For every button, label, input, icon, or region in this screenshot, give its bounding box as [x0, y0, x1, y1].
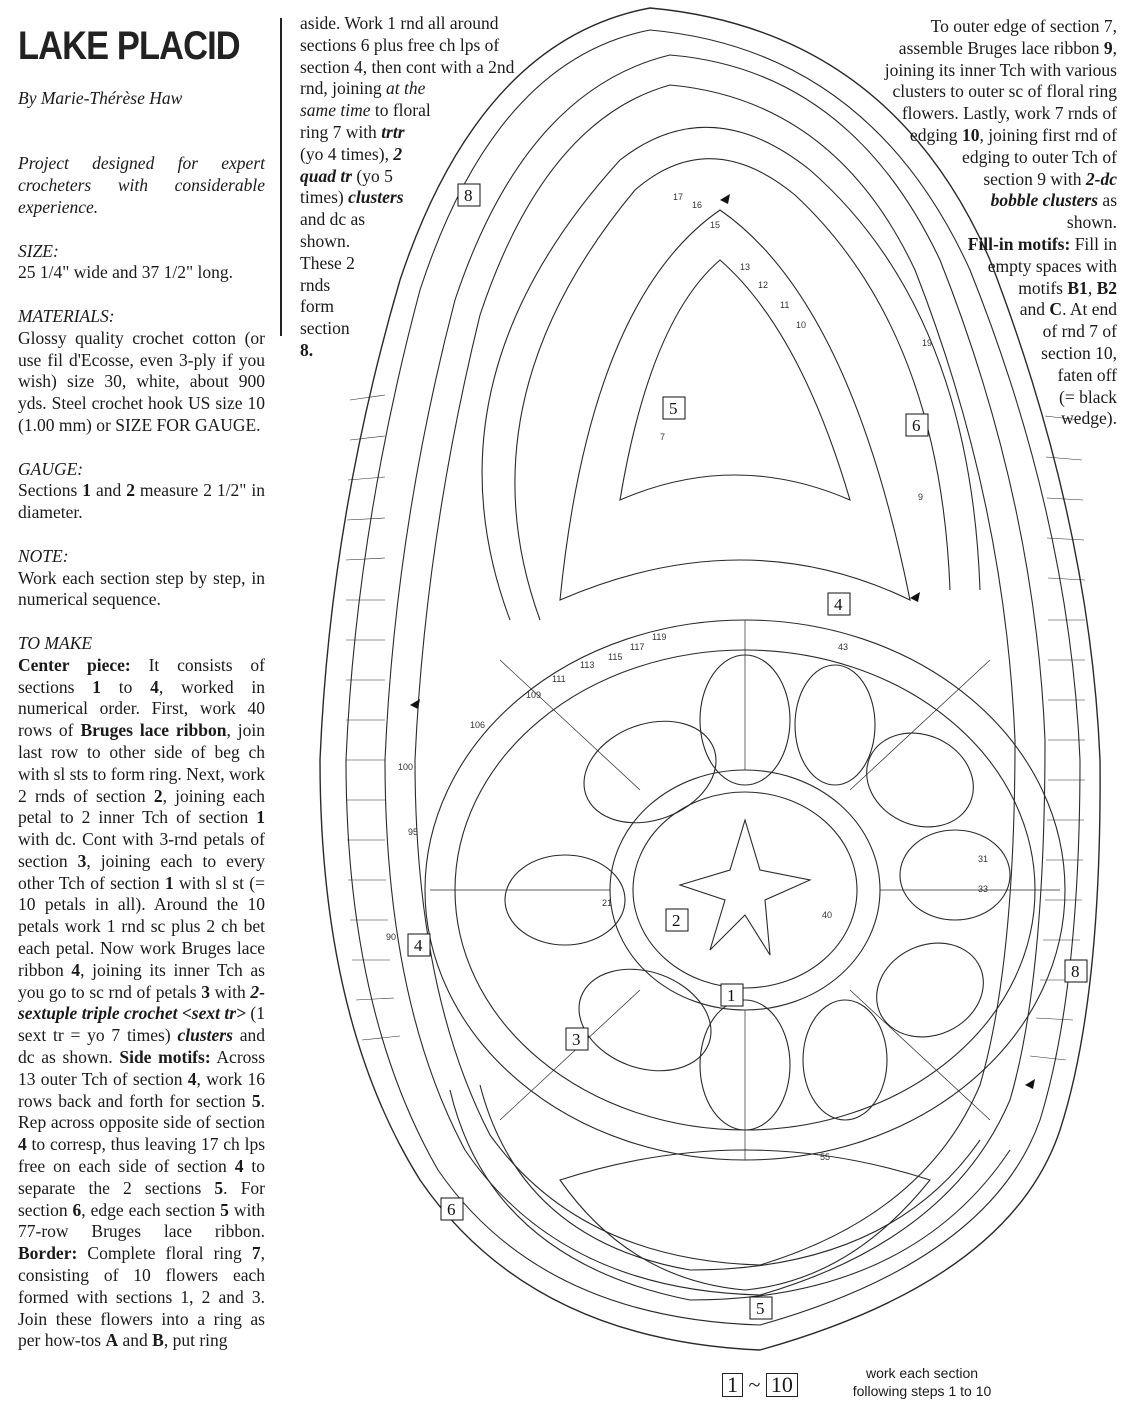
label-section-1: 1: [727, 986, 736, 1005]
petal: [851, 716, 989, 844]
author-byline: By Marie-Thérèse Haw: [18, 88, 183, 108]
petal: [565, 952, 726, 1089]
row-number: 10: [796, 320, 807, 330]
petal: [861, 926, 999, 1054]
text-line: rnd, joining at the: [300, 78, 426, 99]
materials-text: Glossy quality crochet cotton (or use fil d'Ecosse, even 3-ply if you wish) size 30, white, about 900 yds. Steel crochet hook US size 10 (1.00 mm) or SIZE FOR GAUGE.: [18, 327, 265, 435]
label-section-8: 8: [464, 186, 473, 205]
text-line: section 4, then cont with a 2nd: [300, 56, 515, 77]
text-line: joining its inner Tch with various: [884, 59, 1117, 80]
text-line: wedge).: [1061, 408, 1117, 429]
text-line: These 2: [300, 252, 355, 273]
section-6-lower-inner: [480, 1085, 980, 1270]
petal: [900, 830, 1010, 920]
note-text: Work each section step by step, in numerical sequence.: [18, 567, 265, 610]
legend-end-box: 10: [766, 1373, 798, 1397]
text-line: section 10,: [1041, 342, 1117, 363]
instructions-right-column: [787, 16, 1117, 430]
row-number: 43: [838, 642, 849, 652]
label-section-2: 2: [672, 911, 681, 930]
text-line: faten off: [1057, 364, 1117, 385]
text-line: shown.: [300, 230, 351, 251]
text-line: quad tr (yo 5: [300, 165, 393, 186]
step-legend: [722, 1372, 798, 1398]
page-title: LAKE PLACID: [18, 24, 240, 68]
row-number: 113: [580, 660, 595, 670]
legend-tilde: ~: [748, 1372, 761, 1397]
instructions-middle-column: [300, 13, 532, 362]
label-section-6-lower: 6: [447, 1200, 456, 1219]
text-line: assemble Bruges lace ribbon 9,: [898, 37, 1117, 58]
text-line: section: [300, 318, 350, 339]
label-section-4: 4: [834, 595, 843, 614]
row-number: 7: [660, 432, 666, 442]
gauge-text: Sections 1 and 2 measure 2 1/2" in diameter.: [18, 480, 265, 523]
text-line: times) clusters: [300, 187, 404, 208]
row-number: 16: [692, 200, 703, 210]
section-1-outer: [610, 770, 880, 1010]
text-line: 8.: [300, 339, 314, 360]
petal: [795, 665, 875, 785]
text-line: (yo 4 times), 2: [300, 143, 403, 164]
text-line: clusters to outer sc of floral ring: [892, 81, 1117, 102]
size-heading: SIZE:: [18, 240, 59, 261]
row-number: 119: [652, 632, 667, 642]
spoke: [500, 990, 640, 1120]
row-number: 31: [978, 854, 989, 864]
text-line: To outer edge of section 7,: [930, 16, 1117, 36]
text-line: empty spaces with: [987, 255, 1117, 276]
text-line: flowers. Lastly, work 7 rnds of: [901, 103, 1117, 124]
text-line: edging to outer Tch of: [962, 146, 1117, 167]
spoke: [850, 990, 990, 1120]
row-number: 95: [408, 827, 419, 837]
label-section-3: 3: [572, 1030, 581, 1049]
row-number: 15: [710, 220, 721, 230]
text-line: and dc as: [300, 209, 366, 230]
row-number: 9: [918, 492, 924, 502]
text-line: (= black: [1059, 386, 1117, 407]
size-text: 25 1/4" wide and 37 1/2" long.: [18, 262, 234, 283]
fasten-off-wedge: [720, 194, 730, 204]
text-line: edging 10, joining first rnd of: [909, 124, 1117, 145]
legend-start-box: 1: [722, 1373, 743, 1397]
row-number: 111: [552, 674, 566, 684]
fasten-off-wedge: [1025, 1079, 1035, 1089]
row-number: 13: [740, 262, 751, 272]
legend-note: work each section following steps 1 to 10: [852, 1365, 992, 1399]
label-section-5: 5: [669, 399, 678, 418]
label-section-5-lower: 5: [756, 1299, 765, 1318]
row-number: 115: [608, 652, 623, 662]
text-line: same time to floral: [300, 100, 431, 121]
row-number: 17: [673, 192, 684, 202]
materials-heading: MATERIALS:: [18, 305, 115, 326]
text-line: of rnd 7 of: [1042, 321, 1117, 342]
text-line: aside. Work 1 rnd all around: [300, 13, 499, 33]
row-number: 19: [922, 338, 933, 348]
spoke: [500, 660, 640, 790]
text-line: sections 6 plus free ch lps of: [300, 34, 500, 55]
column-divider: [280, 18, 282, 336]
row-number: 117: [630, 642, 645, 652]
text-line: and C. At end: [1019, 299, 1117, 320]
to-make-heading: TO MAKE: [18, 632, 93, 653]
row-number: 11: [780, 300, 790, 310]
to-make-text: Center piece: It consists of sections 1 to 4, worked in numerical order. First, work 40 rows of Bruges lace ribbon, join last row to other side of beg ch with sl sts to form ring. Next, work 2 rnds of section 2, joining each petal to 2 inner Tch of section 1 with dc. Cont with 3-rnd petals of section 3, joining each to every other Tch of section 1 with sl st (= 10 petals in all). Around the 10 petals work 1 rnd sc plus 2 ch bet each petal. Now work Bruges lace ribbon 4, joining its inner Tch as you go to sc rnd of petals 3 with 2-sextuple triple crochet <sext tr> (1 sext tr = yo 7 times) clusters and dc as shown. Side motifs: Across 13 outer Tch of section 4, work 16 rows back and forth for section 5. Rep across opposite side of section 4 to corresp, thus leaving 17 ch lps free on each side of section 4 to separate the 2 sections 5. For section 6, edge each section 5 with 77-row Bruges lace ribbon. Border: Complete floral ring 7, consisting of 10 flowers each formed with sections 1, 2 and 3. Join these flowers into a ring as per how-tos A and B, put ring: [18, 654, 266, 1351]
stitch-hatching: [346, 395, 1085, 1060]
text-line: bobble clusters as: [990, 190, 1117, 211]
label-section-6: 6: [912, 416, 921, 435]
row-number: 21: [602, 898, 613, 908]
row-number: 40: [822, 910, 833, 920]
text-line: Fill-in motifs: Fill in: [967, 233, 1117, 254]
text-line: form: [300, 296, 335, 317]
row-number: 12: [758, 280, 769, 290]
row-number: 55: [820, 1152, 831, 1162]
row-number: 90: [386, 932, 397, 942]
note-heading: NOTE:: [18, 545, 69, 566]
central-star: [680, 820, 810, 955]
fasten-off-wedge: [910, 592, 920, 602]
row-number: 109: [526, 690, 542, 700]
instructions-left-column: [18, 88, 265, 1352]
text-line: motifs B1, B2: [1018, 277, 1117, 298]
label-section-8-right: 8: [1071, 962, 1080, 981]
row-number: 33: [978, 884, 989, 894]
row-number: 100: [398, 762, 414, 772]
gauge-heading: GAUGE:: [18, 458, 84, 479]
text-line: section 9 with 2-dc: [983, 168, 1117, 189]
petal: [570, 704, 731, 841]
text-line: shown.: [1066, 212, 1117, 233]
spoke: [850, 660, 990, 790]
text-line: ring 7 with trtr: [300, 121, 405, 142]
row-number: 106: [470, 720, 486, 730]
petal: [803, 1000, 887, 1120]
label-section-4-left: 4: [414, 936, 423, 955]
text-line: rnds: [300, 274, 331, 295]
skill-level: Project designed for expert crocheters with considerable experience.: [18, 153, 265, 217]
